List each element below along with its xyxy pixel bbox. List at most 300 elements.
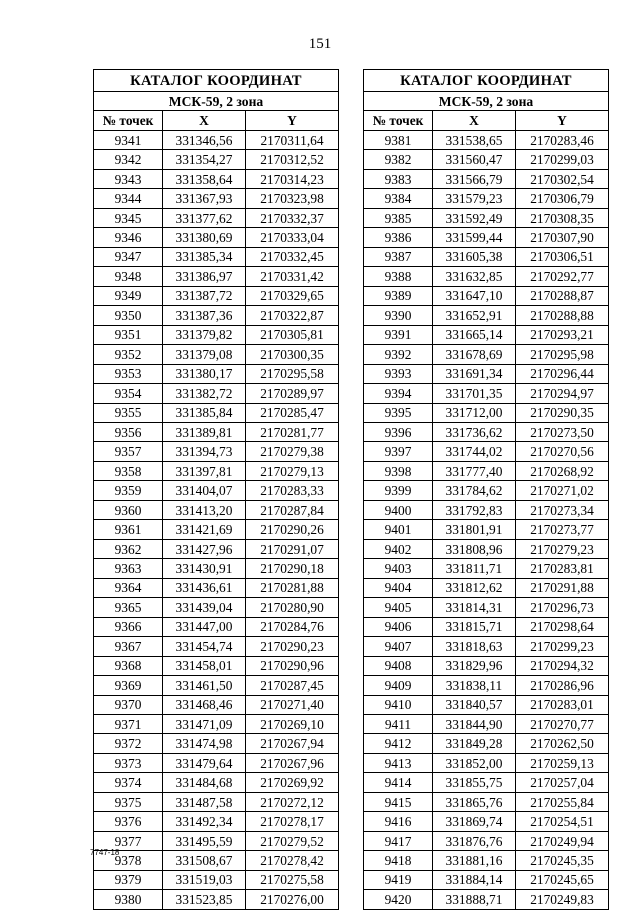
x-coordinate-cell: 331884,14 [433,870,516,889]
x-coordinate-cell: 331379,08 [163,345,246,364]
table-row [94,500,339,519]
table-row [364,247,609,266]
x-coordinate-cell: 331468,46 [163,695,246,714]
y-coordinate-cell: 2170287,45 [246,676,339,695]
x-coordinate-cell: 331855,75 [433,773,516,792]
y-coordinate-cell: 2170283,46 [516,130,609,149]
y-coordinate-cell: 2170333,04 [246,228,339,247]
x-coordinate-cell: 331605,38 [433,247,516,266]
x-coordinate-cell: 331397,81 [163,461,246,480]
table-row [94,228,339,247]
point-number-cell: 9353 [94,364,163,383]
point-number-cell: 9420 [364,890,433,909]
y-coordinate-cell: 2170275,58 [246,870,339,889]
point-number-cell: 9375 [94,792,163,811]
table-row [364,617,609,636]
y-coordinate-cell: 2170290,18 [246,559,339,578]
table-row [364,384,609,403]
column-header-x: X [433,111,516,130]
table-row [364,715,609,734]
point-number-cell: 9352 [94,345,163,364]
table-row [94,384,339,403]
y-coordinate-cell: 2170291,88 [516,578,609,597]
x-coordinate-cell: 331380,17 [163,364,246,383]
x-coordinate-cell: 331386,97 [163,267,246,286]
table-row [94,520,339,539]
y-coordinate-cell: 2170289,97 [246,384,339,403]
y-coordinate-cell: 2170291,07 [246,539,339,558]
y-coordinate-cell: 2170286,96 [516,676,609,695]
table-row [94,461,339,480]
table-row [364,150,609,169]
point-number-cell: 9392 [364,345,433,364]
x-coordinate-cell: 331354,27 [163,150,246,169]
x-coordinate-cell: 331404,07 [163,481,246,500]
point-number-cell: 9419 [364,870,433,889]
point-number-cell: 9345 [94,208,163,227]
table-row [94,247,339,266]
y-coordinate-cell: 2170273,77 [516,520,609,539]
y-coordinate-cell: 2170270,56 [516,442,609,461]
y-coordinate-cell: 2170296,73 [516,598,609,617]
point-number-cell: 9378 [94,851,163,870]
catalog-title: КАТАЛОГ КООРДИНАТ [364,70,609,92]
x-coordinate-cell: 331461,50 [163,676,246,695]
point-number-cell: 9416 [364,812,433,831]
x-coordinate-cell: 331812,62 [433,578,516,597]
point-number-cell: 9418 [364,851,433,870]
y-coordinate-cell: 2170329,65 [246,286,339,305]
y-coordinate-cell: 2170299,23 [516,637,609,656]
x-coordinate-cell: 331777,40 [433,461,516,480]
x-coordinate-cell: 331421,69 [163,520,246,539]
point-number-cell: 9402 [364,539,433,558]
y-coordinate-cell: 2170272,12 [246,792,339,811]
table-row [364,403,609,422]
table-row [364,325,609,344]
point-number-cell: 9366 [94,617,163,636]
point-number-cell: 9374 [94,773,163,792]
x-coordinate-cell: 331387,36 [163,306,246,325]
x-coordinate-cell: 331579,23 [433,189,516,208]
x-coordinate-cell: 331367,93 [163,189,246,208]
x-coordinate-cell: 331387,72 [163,286,246,305]
x-coordinate-cell: 331829,96 [433,656,516,675]
x-coordinate-cell: 331844,90 [433,715,516,734]
table-row [94,403,339,422]
y-coordinate-cell: 2170269,10 [246,715,339,734]
point-number-cell: 9357 [94,442,163,461]
table-row [364,481,609,500]
point-number-cell: 9342 [94,150,163,169]
y-coordinate-cell: 2170273,50 [516,422,609,441]
y-coordinate-cell: 2170257,04 [516,773,609,792]
point-number-cell: 9393 [364,364,433,383]
x-coordinate-cell: 331458,01 [163,656,246,675]
table-row [94,267,339,286]
page-number: 151 [308,36,332,52]
document-code: 7747-18 [90,848,120,857]
table-row [94,345,339,364]
point-number-cell: 9356 [94,422,163,441]
point-number-cell: 9414 [364,773,433,792]
x-coordinate-cell: 331840,57 [433,695,516,714]
table-row [94,598,339,617]
table-row [94,189,339,208]
point-number-cell: 9359 [94,481,163,500]
x-coordinate-cell: 331744,02 [433,442,516,461]
coordinate-catalog-table-left [93,69,339,910]
y-coordinate-cell: 2170294,97 [516,384,609,403]
y-coordinate-cell: 2170249,83 [516,890,609,909]
point-number-cell: 9397 [364,442,433,461]
table-row [364,345,609,364]
x-coordinate-cell: 331792,83 [433,500,516,519]
table-row [94,150,339,169]
y-coordinate-cell: 2170307,90 [516,228,609,247]
y-coordinate-cell: 2170288,87 [516,286,609,305]
y-coordinate-cell: 2170279,52 [246,831,339,850]
y-coordinate-cell: 2170271,02 [516,481,609,500]
y-coordinate-cell: 2170322,87 [246,306,339,325]
point-number-cell: 9401 [364,520,433,539]
x-coordinate-cell: 331385,84 [163,403,246,422]
point-number-cell: 9383 [364,169,433,188]
table-row [94,130,339,149]
point-number-cell: 9399 [364,481,433,500]
point-number-cell: 9351 [94,325,163,344]
table-row [364,812,609,831]
y-coordinate-cell: 2170287,84 [246,500,339,519]
y-coordinate-cell: 2170269,92 [246,773,339,792]
y-coordinate-cell: 2170299,03 [516,150,609,169]
y-coordinate-cell: 2170270,77 [516,715,609,734]
y-coordinate-cell: 2170255,84 [516,792,609,811]
table-row [94,695,339,714]
y-coordinate-cell: 2170292,77 [516,267,609,286]
point-number-cell: 9386 [364,228,433,247]
y-coordinate-cell: 2170311,64 [246,130,339,149]
x-coordinate-cell: 331665,14 [433,325,516,344]
point-number-cell: 9390 [364,306,433,325]
table-row [94,890,339,909]
table-row [94,812,339,831]
x-coordinate-cell: 331678,69 [433,345,516,364]
point-number-cell: 9410 [364,695,433,714]
x-coordinate-cell: 331474,98 [163,734,246,753]
point-number-cell: 9408 [364,656,433,675]
point-number-cell: 9398 [364,461,433,480]
point-number-cell: 9364 [94,578,163,597]
table-row [94,481,339,500]
point-number-cell: 9405 [364,598,433,617]
y-coordinate-cell: 2170300,35 [246,345,339,364]
table-row [364,306,609,325]
point-number-cell: 9373 [94,753,163,772]
x-coordinate-cell: 331888,71 [433,890,516,909]
x-coordinate-cell: 331427,96 [163,539,246,558]
table-row [364,267,609,286]
table-row [364,286,609,305]
point-number-cell: 9368 [94,656,163,675]
y-coordinate-cell: 2170262,50 [516,734,609,753]
x-coordinate-cell: 331413,20 [163,500,246,519]
y-coordinate-cell: 2170276,00 [246,890,339,909]
x-coordinate-cell: 331519,03 [163,870,246,889]
table-row [94,715,339,734]
y-coordinate-cell: 2170306,79 [516,189,609,208]
y-coordinate-cell: 2170280,90 [246,598,339,617]
y-coordinate-cell: 2170332,37 [246,208,339,227]
y-coordinate-cell: 2170254,51 [516,812,609,831]
x-coordinate-cell: 331484,68 [163,773,246,792]
y-coordinate-cell: 2170249,94 [516,831,609,850]
y-coordinate-cell: 2170278,17 [246,812,339,831]
point-number-cell: 9415 [364,792,433,811]
table-row [364,520,609,539]
table-row [364,539,609,558]
point-number-cell: 9395 [364,403,433,422]
point-number-cell: 9381 [364,130,433,149]
point-number-cell: 9409 [364,676,433,695]
table-row [94,792,339,811]
x-coordinate-cell: 331358,64 [163,169,246,188]
y-coordinate-cell: 2170290,26 [246,520,339,539]
y-coordinate-cell: 2170296,44 [516,364,609,383]
y-coordinate-cell: 2170294,32 [516,656,609,675]
point-number-cell: 9406 [364,617,433,636]
y-coordinate-cell: 2170314,23 [246,169,339,188]
y-coordinate-cell: 2170271,40 [246,695,339,714]
point-number-cell: 9370 [94,695,163,714]
x-coordinate-cell: 331652,91 [433,306,516,325]
point-number-cell: 9363 [94,559,163,578]
x-coordinate-cell: 331808,96 [433,539,516,558]
table-row [364,637,609,656]
x-coordinate-cell: 331454,74 [163,637,246,656]
y-coordinate-cell: 2170279,23 [516,539,609,558]
y-coordinate-cell: 2170245,35 [516,851,609,870]
point-number-cell: 9413 [364,753,433,772]
point-number-cell: 9387 [364,247,433,266]
column-header-point-number: № точек [94,111,163,130]
table-row [364,461,609,480]
y-coordinate-cell: 2170273,34 [516,500,609,519]
table-row [364,442,609,461]
x-coordinate-cell: 331814,31 [433,598,516,617]
point-number-cell: 9367 [94,637,163,656]
coordinate-catalog-table-right [363,69,609,910]
table-row [364,890,609,909]
x-coordinate-cell: 331380,69 [163,228,246,247]
table-row [94,617,339,636]
point-number-cell: 9377 [94,831,163,850]
table-row [94,676,339,695]
point-number-cell: 9379 [94,870,163,889]
y-coordinate-cell: 2170267,94 [246,734,339,753]
point-number-cell: 9389 [364,286,433,305]
point-number-cell: 9384 [364,189,433,208]
table-row [364,559,609,578]
x-coordinate-cell: 331876,76 [433,831,516,850]
table-row [364,578,609,597]
point-number-cell: 9341 [94,130,163,149]
y-coordinate-cell: 2170278,42 [246,851,339,870]
point-number-cell: 9354 [94,384,163,403]
table-row [94,578,339,597]
table-body [94,130,339,909]
point-number-cell: 9360 [94,500,163,519]
catalog-title: КАТАЛОГ КООРДИНАТ [94,70,339,92]
y-coordinate-cell: 2170268,92 [516,461,609,480]
point-number-cell: 9365 [94,598,163,617]
x-coordinate-cell: 331394,73 [163,442,246,461]
y-coordinate-cell: 2170245,65 [516,870,609,889]
x-coordinate-cell: 331701,35 [433,384,516,403]
x-coordinate-cell: 331647,10 [433,286,516,305]
y-coordinate-cell: 2170288,88 [516,306,609,325]
y-coordinate-cell: 2170295,58 [246,364,339,383]
table-row [364,851,609,870]
x-coordinate-cell: 331566,79 [433,169,516,188]
table-row [364,773,609,792]
x-coordinate-cell: 331784,62 [433,481,516,500]
y-coordinate-cell: 2170284,76 [246,617,339,636]
coordinate-system-subtitle: МСК-59, 2 зона [364,92,609,111]
x-coordinate-cell: 331439,04 [163,598,246,617]
y-coordinate-cell: 2170290,23 [246,637,339,656]
y-coordinate-cell: 2170279,13 [246,461,339,480]
y-coordinate-cell: 2170285,47 [246,403,339,422]
table-row [364,130,609,149]
point-number-cell: 9411 [364,715,433,734]
x-coordinate-cell: 331592,49 [433,208,516,227]
x-coordinate-cell: 331838,11 [433,676,516,695]
table-row [364,676,609,695]
table-row [364,208,609,227]
point-number-cell: 9388 [364,267,433,286]
point-number-cell: 9391 [364,325,433,344]
table-row [364,753,609,772]
y-coordinate-cell: 2170306,51 [516,247,609,266]
column-header-point-number: № точек [364,111,433,130]
point-number-cell: 9412 [364,734,433,753]
point-number-cell: 9349 [94,286,163,305]
point-number-cell: 9382 [364,150,433,169]
point-number-cell: 9361 [94,520,163,539]
table-row [94,306,339,325]
y-coordinate-cell: 2170283,81 [516,559,609,578]
x-coordinate-cell: 331736,62 [433,422,516,441]
y-coordinate-cell: 2170332,45 [246,247,339,266]
table-row [364,500,609,519]
x-coordinate-cell: 331881,16 [433,851,516,870]
x-coordinate-cell: 331691,34 [433,364,516,383]
x-coordinate-cell: 331815,71 [433,617,516,636]
x-coordinate-cell: 331632,85 [433,267,516,286]
point-number-cell: 9403 [364,559,433,578]
y-coordinate-cell: 2170267,96 [246,753,339,772]
table-row [94,422,339,441]
column-header-x: X [163,111,246,130]
x-coordinate-cell: 331492,34 [163,812,246,831]
y-coordinate-cell: 2170283,33 [246,481,339,500]
y-coordinate-cell: 2170259,13 [516,753,609,772]
y-coordinate-cell: 2170290,96 [246,656,339,675]
point-number-cell: 9369 [94,676,163,695]
point-number-cell: 9344 [94,189,163,208]
table-row [94,539,339,558]
table-row [364,598,609,617]
point-number-cell: 9343 [94,169,163,188]
x-coordinate-cell: 331712,00 [433,403,516,422]
x-coordinate-cell: 331487,58 [163,792,246,811]
point-number-cell: 9346 [94,228,163,247]
table-row [94,851,339,870]
table-row [94,831,339,850]
point-number-cell: 9347 [94,247,163,266]
table-row [364,189,609,208]
x-coordinate-cell: 331447,00 [163,617,246,636]
table-row [94,656,339,675]
y-coordinate-cell: 2170283,01 [516,695,609,714]
point-number-cell: 9417 [364,831,433,850]
x-coordinate-cell: 331811,71 [433,559,516,578]
table-row [94,734,339,753]
point-number-cell: 9396 [364,422,433,441]
y-coordinate-cell: 2170305,81 [246,325,339,344]
table-row [94,364,339,383]
point-number-cell: 9358 [94,461,163,480]
x-coordinate-cell: 331599,44 [433,228,516,247]
point-number-cell: 9407 [364,637,433,656]
table-row [364,228,609,247]
point-number-cell: 9371 [94,715,163,734]
point-number-cell: 9380 [94,890,163,909]
table-row [94,773,339,792]
table-row [364,169,609,188]
y-coordinate-cell: 2170290,35 [516,403,609,422]
point-number-cell: 9362 [94,539,163,558]
table-row [94,559,339,578]
table-row [364,364,609,383]
table-row [94,208,339,227]
table-row [364,656,609,675]
x-coordinate-cell: 331801,91 [433,520,516,539]
x-coordinate-cell: 331385,34 [163,247,246,266]
y-coordinate-cell: 2170281,88 [246,578,339,597]
column-header-y: Y [516,111,609,130]
column-header-y: Y [246,111,339,130]
y-coordinate-cell: 2170279,38 [246,442,339,461]
point-number-cell: 9350 [94,306,163,325]
x-coordinate-cell: 331560,47 [433,150,516,169]
coordinate-system-subtitle: МСК-59, 2 зона [94,92,339,111]
x-coordinate-cell: 331346,56 [163,130,246,149]
x-coordinate-cell: 331852,00 [433,753,516,772]
point-number-cell: 9372 [94,734,163,753]
x-coordinate-cell: 331849,28 [433,734,516,753]
y-coordinate-cell: 2170312,52 [246,150,339,169]
y-coordinate-cell: 2170308,35 [516,208,609,227]
y-coordinate-cell: 2170298,64 [516,617,609,636]
table-row [94,442,339,461]
point-number-cell: 9404 [364,578,433,597]
x-coordinate-cell: 331508,67 [163,851,246,870]
x-coordinate-cell: 331869,74 [433,812,516,831]
y-coordinate-cell: 2170302,54 [516,169,609,188]
y-coordinate-cell: 2170293,21 [516,325,609,344]
